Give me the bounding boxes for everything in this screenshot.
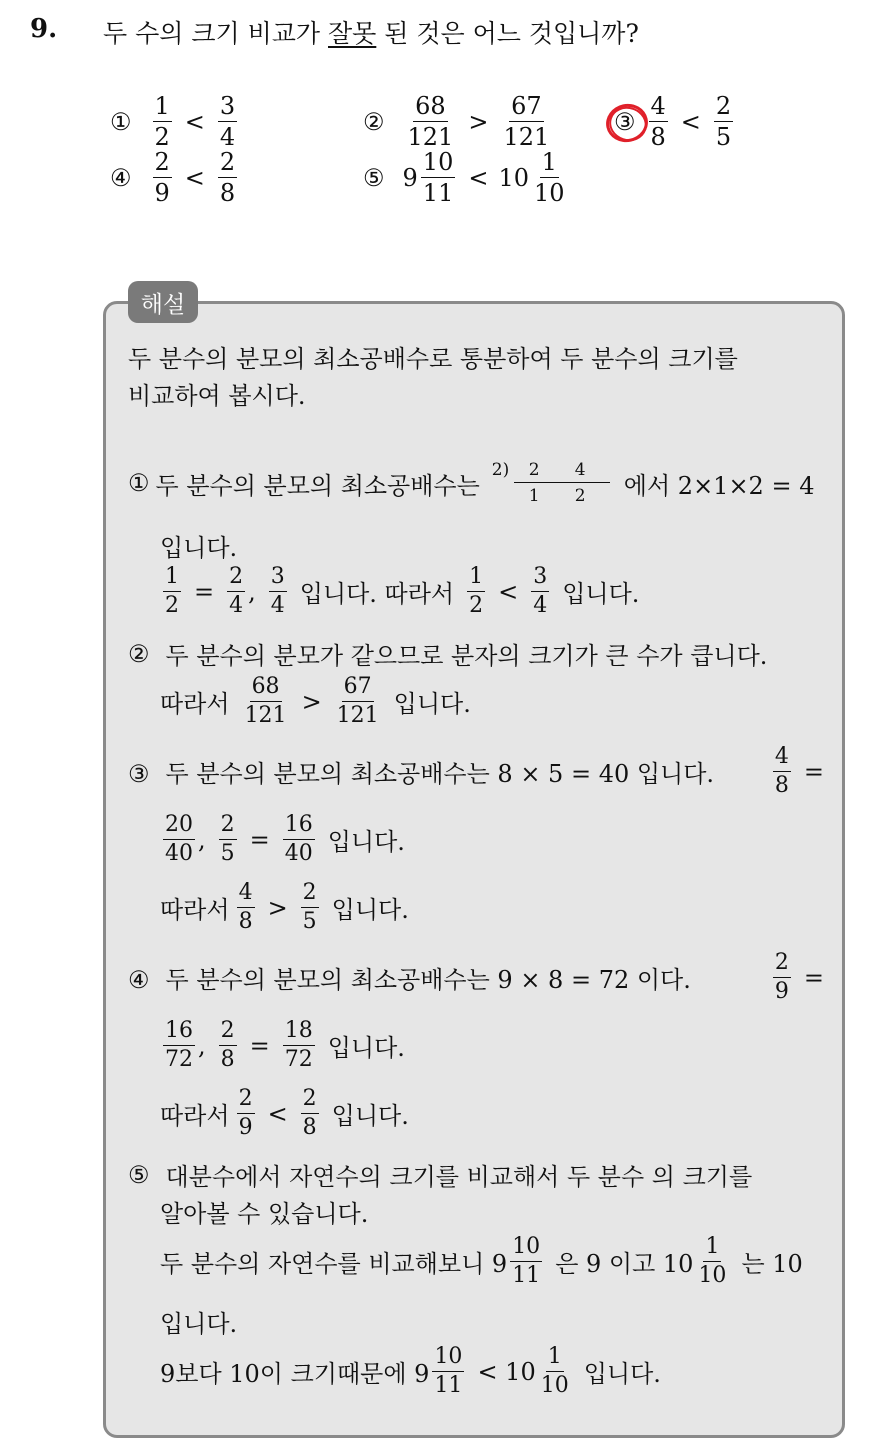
solution-intro-line2: 비교하여 봅시다. <box>128 382 306 410</box>
step1-line3: $\frac{1}{2}$ = $\frac{2}{4}$ , $\frac{3}{4}$ 입니다. 따라서 $\frac{1}{2}$ < $\frac{3}{4}$ 입니다. <box>165 564 640 618</box>
ladder-division: 2) 2 4 1 2 <box>492 458 612 508</box>
step5-line3: 두 분수의 자연수를 비교해보니 9 $\frac{10}{11}$ 은 9 이고 10 $\frac{1}{10}$ 는 10 <box>160 1234 803 1288</box>
step3-line2: $\frac{20}{40}$ , $\frac{2}{5}$ = $\frac{16}{40}$ 입니다. <box>165 812 405 866</box>
option-2[interactable]: ② $\frac{68}{121}$ > $\frac{67}{121}$ <box>363 92 550 151</box>
underlined-word: 잘못 <box>328 19 377 48</box>
question-number: 9. <box>30 14 58 44</box>
step4-line1: ④ 두 분수의 분모의 최소공배수는 9 × 8 = 72 이다. $\frac{2}{9}$ = <box>128 950 824 1004</box>
step2-line1: ② 두 분수의 분모가 같으므로 분자의 크기가 큰 수가 큽니다. <box>128 639 768 670</box>
step2-line2: 따라서 $\frac{68}{121}$ > $\frac{67}{121}$ 입니다. <box>160 674 471 728</box>
step4-line3: 따라서 $\frac{2}{9}$ < $\frac{2}{8}$ 입니다. <box>160 1086 409 1140</box>
question-text: 두 수의 크기 비교가 잘못 된 것은 어느 것입니까? <box>103 19 639 48</box>
step5-line2: 알아볼 수 있습니다. <box>160 1200 369 1228</box>
step1-line1: ① 두 분수의 분모의 최소공배수는 2) 2 4 1 2 에서 2×1×2 = 4 <box>128 460 815 506</box>
step5-line1: ⑤ 대분수에서 자연수의 크기를 비교해서 두 분수 의 크기를 <box>128 1160 753 1191</box>
solution-tab: 해설 <box>128 281 198 323</box>
option-4[interactable]: ④ $\frac{2}{9}$ < $\frac{2}{8}$ <box>110 148 236 207</box>
step4-line2: $\frac{16}{72}$ , $\frac{2}{8}$ = $\frac{18}{72}$ 입니다. <box>165 1018 405 1072</box>
step3-line1: ③ 두 분수의 분모의 최소공배수는 8 × 5 = 40 입니다. $\frac{4}{8}$ = <box>128 744 824 798</box>
step5-line4: 입니다. <box>160 1310 238 1338</box>
step3-line3: 따라서 $\frac{4}{8}$ > $\frac{2}{5}$ 입니다. <box>160 880 409 934</box>
step1-line2: 입니다. <box>160 534 238 562</box>
option-3[interactable]: ③ $\frac{4}{8}$ < $\frac{2}{5}$ <box>614 92 732 151</box>
option-1[interactable]: ① $\frac{1}{2}$ < $\frac{3}{4}$ <box>110 92 236 151</box>
solution-intro-line1: 두 분수의 분모의 최소공배수로 통분하여 두 분수의 크기를 <box>128 345 738 373</box>
step5-line5: 9보다 10이 크기때문에 9 $\frac{10}{11}$ < 10 $\frac{1}{10}$ 입니다. <box>160 1344 661 1398</box>
option-5[interactable]: ⑤ 9 $\frac{10}{11}$ < 10 $\frac{1}{10}$ <box>363 148 565 207</box>
